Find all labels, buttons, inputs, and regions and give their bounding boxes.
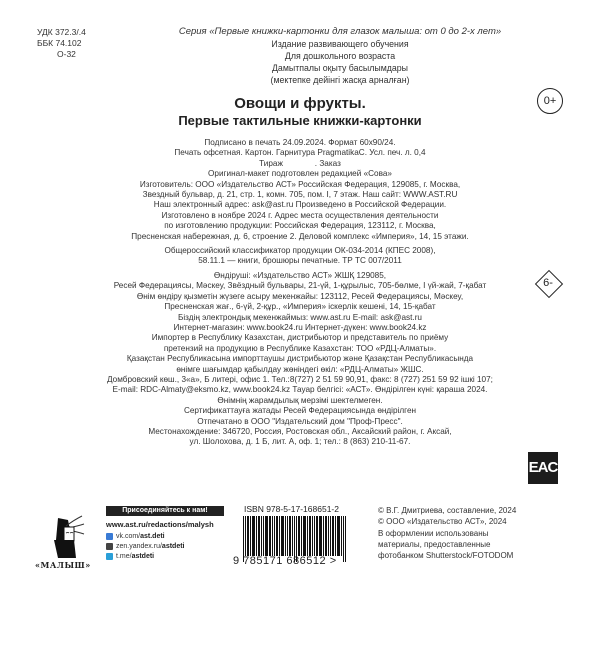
text-line: Өнімнің жарамдылық мерзімі шектелмеген. (217, 395, 383, 405)
text-line: Ресей Федерациясы, Мәскеу, Звёздный бульвары, 21-үй, 1-құрылыс, 705-бөлме, I үй-жай, 7-қабат (113, 281, 487, 291)
text-line: Подписано в печать 24.09.2024. Формат 60х90/24. (204, 138, 396, 147)
age-rating-badge: 0+ (537, 88, 563, 114)
text-line: Өндіруші: «Издательство АСТ» ЖШҚ 129085, (213, 270, 387, 280)
telegram-icon (106, 553, 113, 560)
text-line: Тираж . Заказ (259, 158, 341, 168)
classification-codes (37, 27, 86, 60)
copyright-line: В оформлении использованы (378, 528, 489, 538)
text-line: Импортер в Республику Казахстан, дистрибьютор и представитель по приёму (151, 333, 449, 343)
copyright-line: © В.Г. Дмитриева, составление, 2024 (378, 506, 517, 515)
edition-line: Дамытпалы оқыту басылымдары (271, 63, 409, 73)
social-link-telegram[interactable] (106, 553, 154, 560)
paragraph-publishing (60, 138, 540, 242)
edition-line: Издание развивающего обучения (271, 39, 409, 49)
text-line: Отпечатано в ООО "Издательский дом "Проф-Пресс". (197, 416, 403, 426)
text-line: Біздің электрондық мекенжаймыз: www.ast.ru E-mail: ask@ast.ru (177, 312, 422, 322)
copyright-block (378, 505, 516, 561)
text-line: ул. Шолохова, д. 1 Б, лит. А, оф. 1; тел.: 8 (863) 210-11-67. (189, 437, 411, 447)
age-rating-diamond (535, 270, 561, 296)
link-prefix: zen.yandex.ru/ (116, 543, 162, 550)
text-line: Изготовитель: ООО «Издательство АСТ» Российская Федерация, 129085, г. Москва, (139, 179, 461, 189)
text-line: Наш электронный адрес: ask@ast.ru Произведено в Российской Федерации. (153, 200, 447, 210)
age-rating-label: 6- (543, 277, 553, 289)
paragraph-classifier (60, 246, 540, 267)
text-line: Қазақстан Республикасына импорттаушы дистрибьютор және Қазақстан Республикасында (126, 354, 474, 364)
text-line: Интернет-магазин: www.book24.ru Интернет-дүкен: www.book24.kz (173, 322, 427, 332)
barcode-digits: 9 785171 686512 > (233, 555, 337, 567)
text-line: Пресненская набережная, д. 6, строение 2. Деловой комплекс «Империя», 14, 15 этажи. (131, 231, 469, 241)
imprint-text (60, 138, 540, 448)
book-subtitle: Первые тактильные книжки-картонки (178, 113, 422, 128)
text-line: Сертификаттауға жатады Ресей Федерациясында өндірілген (183, 406, 417, 416)
text-line: 58.11.1 — книги, брошюры печатные. ТР ТС 007/2011 (198, 256, 402, 266)
vk-icon (106, 533, 113, 540)
author-mark: О-32 (57, 49, 76, 59)
paragraph-kazakh-import (60, 271, 540, 448)
text-line: Печать офсетная. Картон. Гарнитура PragmatikaC. Усл. печ. л. 0,4 (174, 148, 426, 158)
text-line: претензий на продукцию в Республике Казахстан: ТОО «РДЦ-Алматы». (163, 343, 437, 353)
text-line: Пресненская жағ., 6-үй, 2-құр., «Империя» іскерлік кешені, 14, 15-қабат (164, 302, 436, 312)
copyright-line: © ООО «Издательство АСТ», 2024 (378, 517, 507, 527)
link-prefix: t.me/ (116, 553, 132, 560)
book-title: Овощи и фрукты. (234, 95, 366, 112)
copyright-line: материалы, предоставленные (378, 539, 491, 549)
social-link-vk[interactable] (106, 533, 165, 540)
text-line: Местонахождение: 346720, Россия, Ростовская обл., Аксайский район, г. Аксай, (148, 426, 452, 436)
text-line: по изготовлению продукции: Российская Федерация, 123112, г. Москва, (164, 221, 436, 231)
link-handle: astdeti (131, 553, 155, 560)
edition-info (130, 38, 550, 86)
link-handle: astdeti (161, 543, 185, 550)
copyright-line: фотобанком Shutterstock/FOTODOM (378, 551, 514, 561)
social-link-zen[interactable] (106, 543, 184, 550)
text-line: Изготовлено в ноябре 2024 г. Адрес места осуществления деятельности (161, 210, 439, 220)
text-line: өнімге шағымдар қабылдау жөніндегі өкіл: «РДЦ-Алматы» ЖШС. (176, 364, 424, 374)
imprint-logo-name: «МАЛЫШ» (35, 560, 91, 570)
udk-code: УДК 372.3/.4 (37, 27, 86, 37)
link-prefix: vk.com/ (116, 533, 141, 540)
edition-line: Для дошкольного возраста (284, 51, 396, 61)
text-line: Оригинал-макет подготовлен редакцией «Сова» (208, 169, 392, 179)
isbn-label: ISBN 978-5-17-168651-2 (244, 504, 339, 514)
edition-line: (мектепке дейінгі жасқа арналған) (270, 75, 410, 85)
text-line: E-mail: RDC-Almaty@eksmo.kz, www.book24.kz Тауар белгісі: «АСТ». Өндірілген күні: қараша 2024. (112, 385, 488, 395)
cat-reading-icon (38, 510, 108, 582)
eac-certification-icon: EAC (528, 452, 558, 484)
text-line: Общероссийский классификатор продукции ОК-034-2014 (КПЕС 2008), (164, 246, 436, 256)
text-line: Домбровский көш., 3«а», Б литері, офис 1. Тел.:8(727) 2 51 59 90,91, факс: 8 (727) 251 59 92 ішкі 107; (107, 374, 493, 384)
series-title: Серия «Первые книжки-картонки для глазок малыша: от 0 до 2-х лет» (178, 26, 502, 37)
bbk-code: ББК 74.102 (37, 38, 82, 48)
link-handle: ast.deti (140, 533, 165, 540)
text-line: Өнім өндіру қызметін жүзеге асыру мекенжайы: 123112, Ресей Федерациясы, Мәскеу, (136, 291, 464, 301)
barcode-icon (243, 516, 355, 556)
join-us-banner: Присоединяйтесь к нам! (106, 506, 224, 516)
imprint-url-link[interactable]: www.ast.ru/redactions/malysh (106, 520, 214, 529)
zen-icon (106, 543, 113, 550)
text-line: Звездный бульвар, д. 21, стр. 1, комн. 705, пом. I, 7 этаж. Наш сайт: WWW.AST.RU (142, 190, 458, 200)
